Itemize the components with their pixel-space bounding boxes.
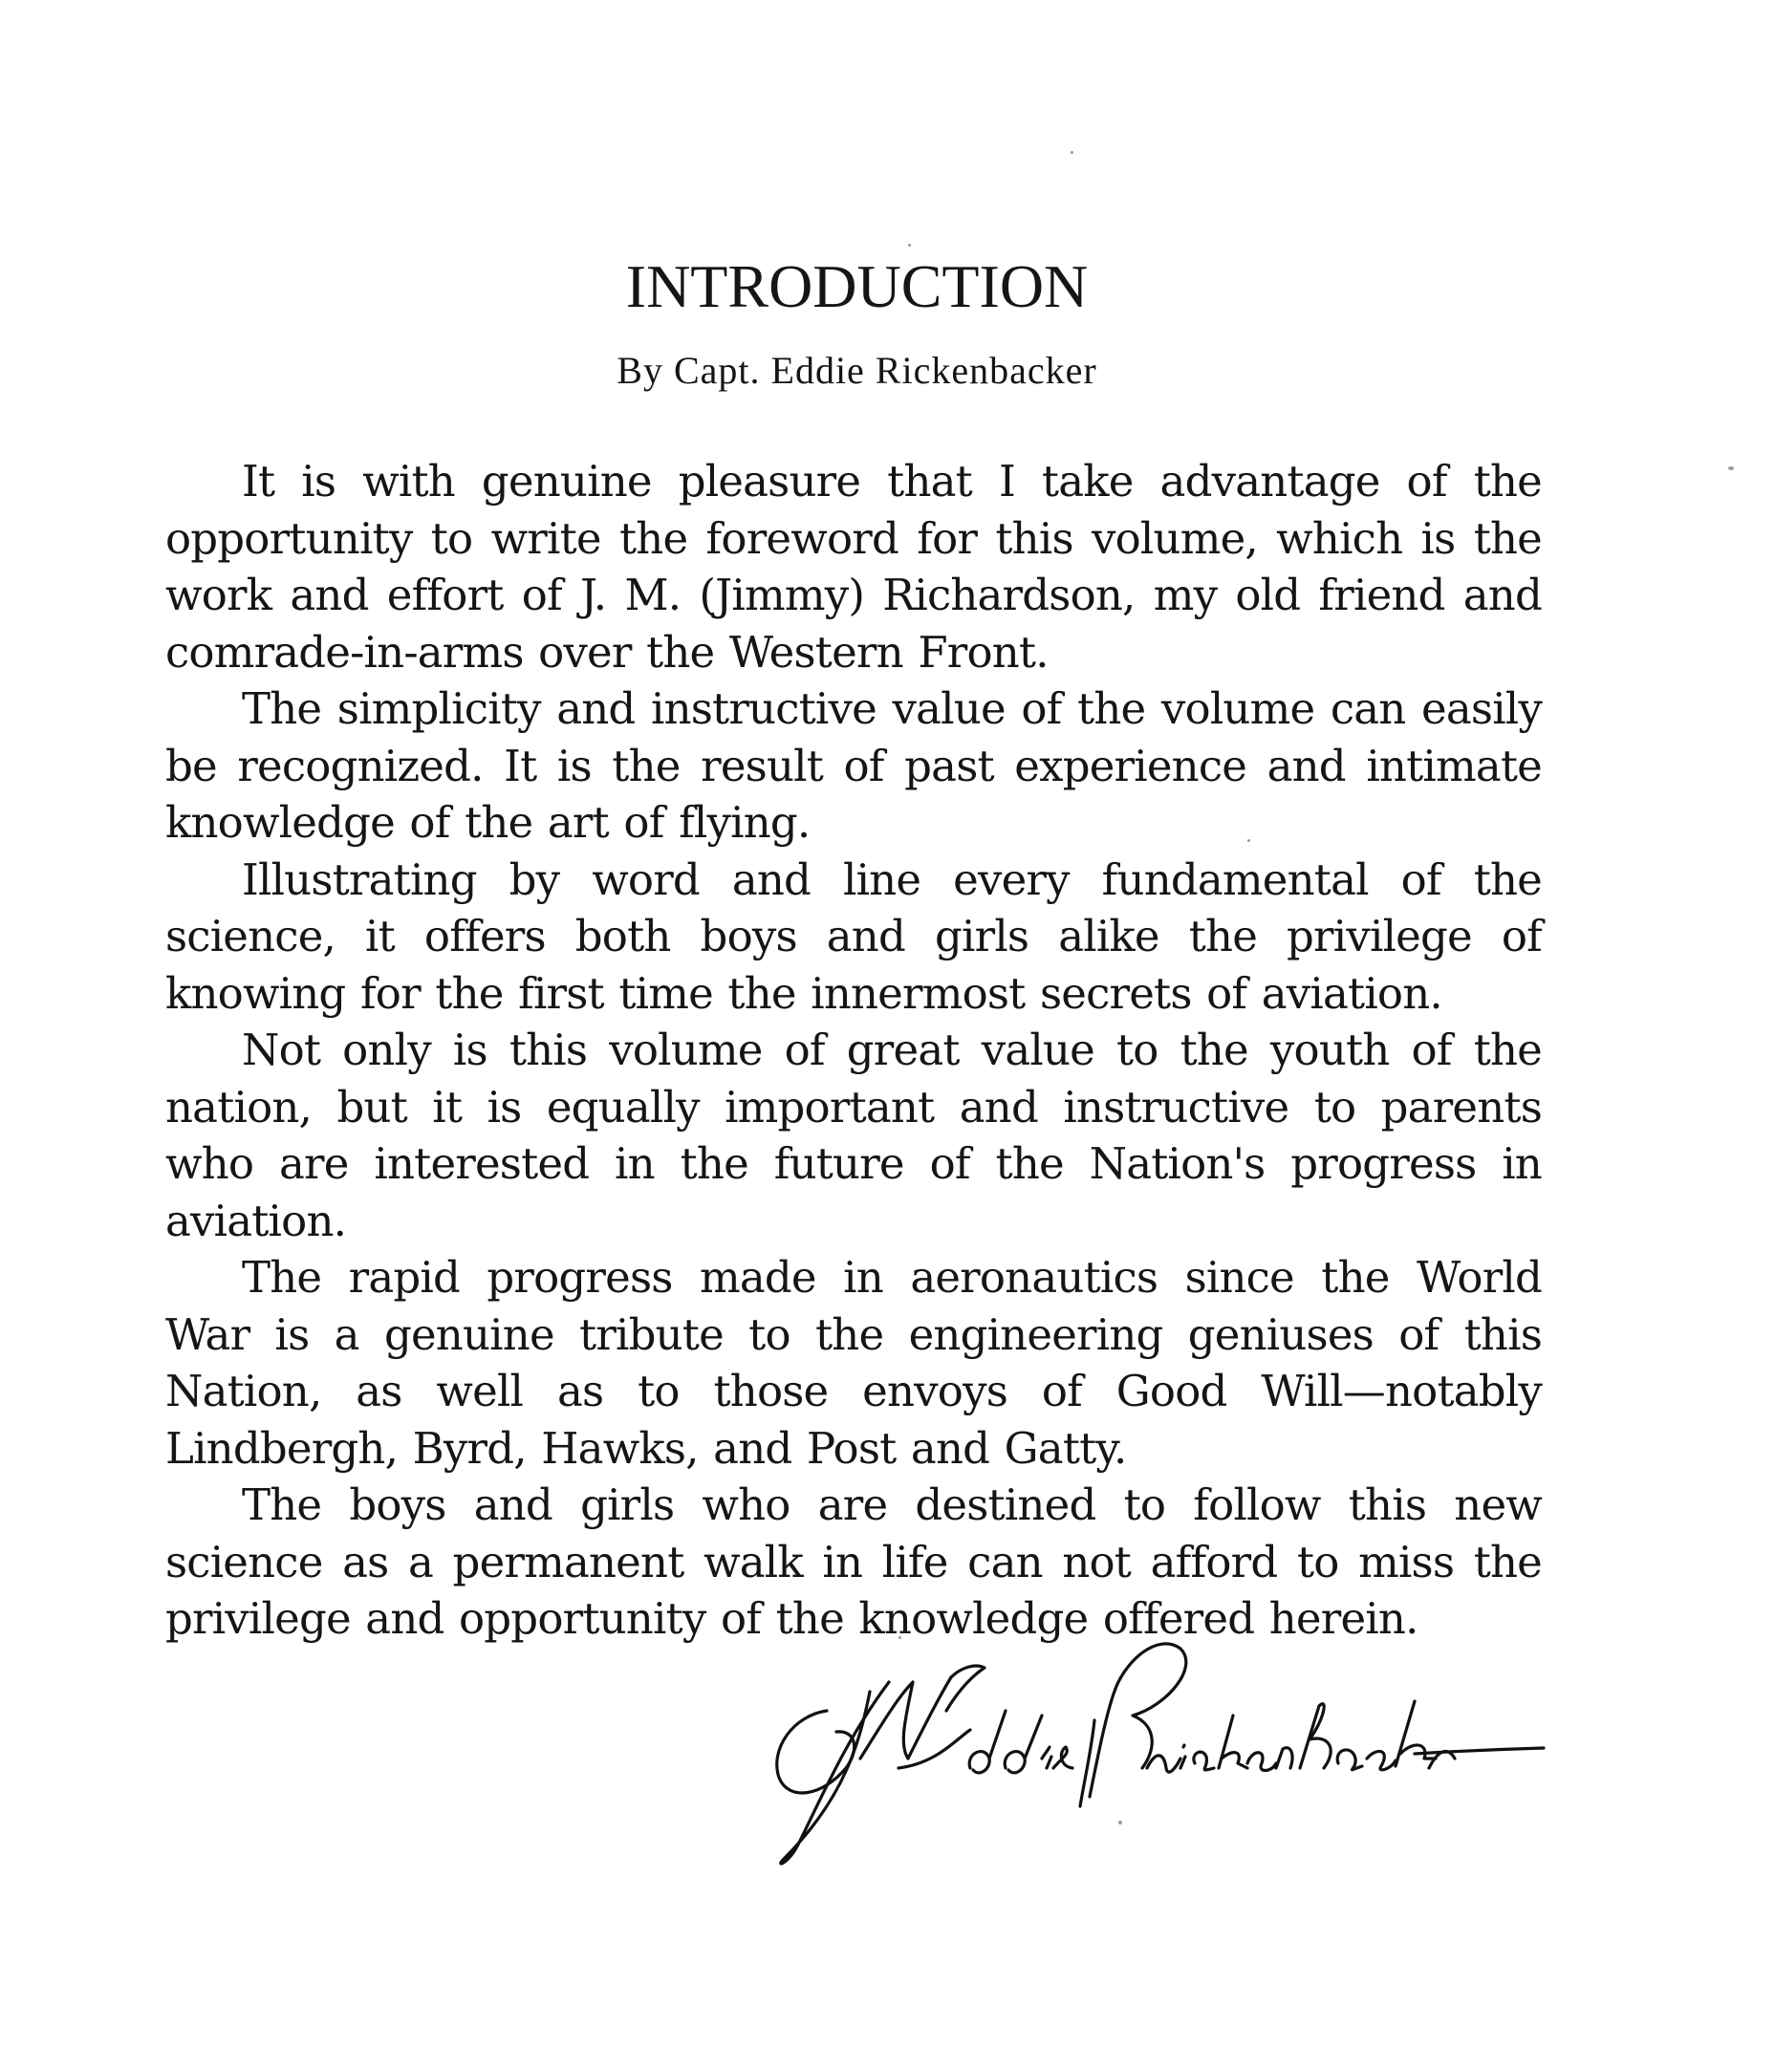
signature-strokes bbox=[777, 1644, 1544, 1864]
paper-speck bbox=[908, 244, 911, 247]
paragraph: Illustrating by word and line every fundamental of the science, it offers both boys and girls alike the privilege of knowing for the first time the innermost secrets of aviation. bbox=[165, 853, 1542, 1019]
paragraph: It is with genuine pleasure that I take advantage of the opportunity to write the foreword for this volume, which is the work and effort of J. M. (Jimmy) Richardson, my old friend and comrade-in-arms over the Western Front. bbox=[165, 456, 1542, 678]
page-title: INTRODUCTION bbox=[625, 252, 1089, 320]
paragraph: The rapid progress made in aeronautics since the World War is a genuine tribute to the engineering geniuses of this Nation, as well as to those envoys of Good Will—notably Lindbergh, Byrd, Hawks, and Post and Gatty. bbox=[165, 1252, 1542, 1474]
handwritten-signature bbox=[755, 1625, 1548, 1873]
paragraph: The boys and girls who are destined to follow this new science as a permanent walk in life can not afford to miss the privilege and opportunity of the knowledge offered herein. bbox=[165, 1479, 1542, 1644]
introduction-body bbox=[165, 453, 1542, 1648]
paper-speck bbox=[1071, 151, 1073, 154]
author-byline: By Capt. Eddie Rickenbacker bbox=[617, 349, 1097, 392]
paragraph: The simplicity and instructive value of the volume can easily be recognized. It is the result of past experience and intimate knowledge of the art of flying. bbox=[165, 683, 1542, 848]
paper-speck bbox=[1728, 466, 1734, 470]
paragraph: Not only is this volume of great value to the youth of the nation, but it is equally important and instructive to parents who are interested in the future of the Nation's progress in aviation. bbox=[165, 1025, 1542, 1246]
